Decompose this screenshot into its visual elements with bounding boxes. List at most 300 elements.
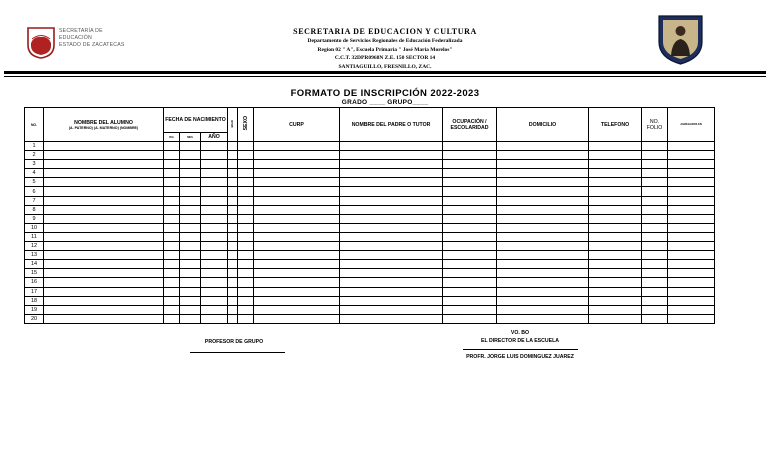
table-cell: [340, 178, 443, 187]
table-cell: [180, 287, 201, 296]
table-cell: [589, 287, 642, 296]
table-cell: [164, 260, 180, 269]
table-cell: [44, 223, 164, 232]
table-cell: [497, 169, 589, 178]
table-cell: [668, 142, 715, 151]
table-cell: [443, 142, 497, 151]
table-cell: [201, 251, 228, 260]
table-cell: [44, 242, 164, 251]
table-cell: [254, 160, 340, 169]
table-cell: [228, 169, 238, 178]
table-cell: [228, 187, 238, 196]
header-line: C.C.T. 32DPR0968N Z.E. 150 SECTOR 14: [334, 55, 436, 62]
table-cell: [164, 205, 180, 214]
table-cell: [642, 296, 668, 305]
table-row: [25, 260, 715, 269]
table-cell: [201, 314, 228, 323]
table-cell: [340, 314, 443, 323]
table-cell: [164, 287, 180, 296]
table-cell: [164, 214, 180, 223]
table-cell: [340, 223, 443, 232]
table-cell: [497, 196, 589, 205]
table-cell: [443, 305, 497, 314]
table-cell: [642, 269, 668, 278]
table-cell: [44, 205, 164, 214]
table-cell: [589, 232, 642, 241]
table-cell: [642, 169, 668, 178]
table-cell: [238, 242, 254, 251]
col-extra: AGREGADOS EN: [668, 108, 715, 142]
table-cell: [642, 187, 668, 196]
table-cell: [201, 196, 228, 205]
table-cell: [254, 187, 340, 196]
table-cell: [180, 251, 201, 260]
table-cell: [44, 251, 164, 260]
table-cell: [497, 178, 589, 187]
table-cell: [254, 287, 340, 296]
table-cell: [238, 178, 254, 187]
col-edad: EDAD: [228, 108, 238, 142]
table-cell: [228, 196, 238, 205]
col-fecha: FECHA DE NACIMIENTO: [164, 108, 228, 133]
table-cell: [497, 214, 589, 223]
table-cell: [164, 142, 180, 151]
col-nombre: NOMBRE DEL ALUMNO (A. PATERNO) (A. MATERNO) (NOMBRE): [44, 108, 164, 142]
table-cell: [44, 178, 164, 187]
table-cell: [228, 305, 238, 314]
table-row: [25, 205, 715, 214]
table-cell: [668, 178, 715, 187]
table-cell: [497, 187, 589, 196]
table-cell: [228, 223, 238, 232]
row-number: 2: [25, 151, 44, 160]
table-cell: [340, 260, 443, 269]
table-row: [25, 142, 715, 151]
table-cell: [443, 205, 497, 214]
table-row: [25, 187, 715, 196]
table-cell: [642, 278, 668, 287]
table-cell: [201, 242, 228, 251]
table-cell: [164, 151, 180, 160]
table-cell: [164, 223, 180, 232]
header-lines: [230, 37, 540, 71]
row-number: 20: [25, 314, 44, 323]
row-number: 10: [25, 223, 44, 232]
table-cell: [238, 223, 254, 232]
table-cell: [443, 214, 497, 223]
table-cell: [201, 260, 228, 269]
table-cell: [164, 305, 180, 314]
table-cell: [201, 160, 228, 169]
table-cell: [443, 151, 497, 160]
table-cell: [668, 160, 715, 169]
table-cell: [589, 160, 642, 169]
table-cell: [589, 278, 642, 287]
table-cell: [201, 287, 228, 296]
table-cell: [340, 187, 443, 196]
table-cell: [668, 278, 715, 287]
table-cell: [180, 223, 201, 232]
table-cell: [668, 242, 715, 251]
table-cell: [238, 151, 254, 160]
table-cell: [497, 305, 589, 314]
table-cell: [44, 196, 164, 205]
table-cell: [228, 287, 238, 296]
table-cell: [254, 305, 340, 314]
table-cell: [238, 287, 254, 296]
table-row: [25, 214, 715, 223]
table-row: [25, 160, 715, 169]
table-cell: [164, 278, 180, 287]
table-cell: [254, 151, 340, 160]
header-rule: [4, 71, 766, 74]
table-cell: [642, 232, 668, 241]
col-no: NO.: [25, 108, 44, 142]
table-cell: [238, 160, 254, 169]
table-cell: [228, 278, 238, 287]
table-cell: [497, 242, 589, 251]
table-cell: [642, 151, 668, 160]
table-cell: [228, 314, 238, 323]
table-cell: [180, 142, 201, 151]
row-number: 19: [25, 305, 44, 314]
row-number: 9: [25, 214, 44, 223]
table-cell: [340, 169, 443, 178]
table-cell: [443, 196, 497, 205]
table-cell: [201, 296, 228, 305]
table-cell: [238, 214, 254, 223]
table-cell: [668, 287, 715, 296]
table-cell: [201, 187, 228, 196]
header-line: Region 02 " A", Escuela Primaria " José Maria Morelos": [317, 46, 453, 53]
col-ocupacion: OCUPACIÓN / ESCOLARIDAD: [443, 108, 497, 142]
table-cell: [589, 169, 642, 178]
table-cell: [238, 278, 254, 287]
table-cell: [201, 305, 228, 314]
table-cell: [642, 314, 668, 323]
table-cell: [201, 151, 228, 160]
director-signature-line: [463, 349, 578, 350]
table-cell: [497, 251, 589, 260]
table-row: [25, 296, 715, 305]
row-number: 3: [25, 160, 44, 169]
zacatecas-logo-icon: [26, 26, 56, 59]
table-cell: [228, 296, 238, 305]
table-cell: [254, 214, 340, 223]
table-cell: [201, 142, 228, 151]
table-cell: [668, 314, 715, 323]
table-cell: [497, 142, 589, 151]
table-cell: [340, 305, 443, 314]
table-row: [25, 169, 715, 178]
table-row: [25, 196, 715, 205]
table-cell: [180, 296, 201, 305]
table-cell: [340, 242, 443, 251]
table-cell: [238, 251, 254, 260]
table-cell: [589, 214, 642, 223]
table-cell: [589, 178, 642, 187]
col-curp: CURP: [254, 108, 340, 142]
table-cell: [589, 251, 642, 260]
vobo-label: VO. BO: [510, 330, 530, 336]
table-cell: [497, 160, 589, 169]
table-cell: [201, 205, 228, 214]
table-cell: [254, 178, 340, 187]
table-cell: [254, 251, 340, 260]
table-cell: [340, 232, 443, 241]
table-cell: [180, 178, 201, 187]
table-cell: [497, 287, 589, 296]
table-cell: [668, 305, 715, 314]
table-cell: [642, 178, 668, 187]
table-cell: [238, 260, 254, 269]
table-cell: [589, 269, 642, 278]
table-cell: [589, 187, 642, 196]
table-cell: [180, 187, 201, 196]
table-cell: [201, 178, 228, 187]
col-telefono: TELEFONO: [589, 108, 642, 142]
row-number: 18: [25, 296, 44, 305]
table-cell: [238, 314, 254, 323]
table-cell: [228, 178, 238, 187]
logo-text: SECRETARÍA DE EDUCACIÓN ESTADO DE ZACATECAS: [59, 28, 125, 48]
header-line: Departamento de Servicios Regionales de Educación Federalizada: [307, 38, 463, 44]
form-title: FORMATO DE INSCRIPCIÓN 2022-2023: [290, 88, 480, 99]
table-cell: [201, 214, 228, 223]
table-cell: [254, 296, 340, 305]
row-number: 8: [25, 205, 44, 214]
table-cell: [589, 242, 642, 251]
row-number: 17: [25, 287, 44, 296]
table-cell: [589, 205, 642, 214]
table-cell: [164, 169, 180, 178]
table-cell: [180, 205, 201, 214]
table-cell: [340, 160, 443, 169]
table-row: [25, 151, 715, 160]
table-cell: [668, 296, 715, 305]
table-cell: [254, 169, 340, 178]
row-number: 7: [25, 196, 44, 205]
table-cell: [254, 196, 340, 205]
table-cell: [254, 142, 340, 151]
table-cell: [642, 196, 668, 205]
table-cell: [642, 223, 668, 232]
table-cell: [443, 314, 497, 323]
table-cell: [642, 142, 668, 151]
table-cell: [497, 151, 589, 160]
table-cell: [340, 278, 443, 287]
table-cell: [228, 142, 238, 151]
row-number: 1: [25, 142, 44, 151]
col-mes: MES: [180, 133, 201, 142]
table-cell: [340, 196, 443, 205]
table-cell: [642, 205, 668, 214]
col-ano: AÑO: [201, 133, 228, 142]
table-cell: [254, 232, 340, 241]
table-cell: [180, 314, 201, 323]
table-cell: [164, 251, 180, 260]
table-cell: [44, 214, 164, 223]
table-cell: [642, 287, 668, 296]
table-cell: [228, 242, 238, 251]
table-row: [25, 269, 715, 278]
table-cell: [668, 260, 715, 269]
table-cell: [254, 223, 340, 232]
table-cell: [340, 251, 443, 260]
table-cell: [443, 160, 497, 169]
table-cell: [668, 223, 715, 232]
table-cell: [443, 169, 497, 178]
table-cell: [44, 287, 164, 296]
table-cell: [44, 142, 164, 151]
table-cell: [238, 196, 254, 205]
table-cell: [228, 151, 238, 160]
table-cell: [180, 242, 201, 251]
table-cell: [443, 232, 497, 241]
row-number: 16: [25, 278, 44, 287]
profesor-label: PROFESOR DE GRUPO: [204, 339, 264, 345]
registration-table: [24, 107, 715, 324]
table-cell: [238, 169, 254, 178]
table-cell: [164, 314, 180, 323]
director-label: EL DIRECTOR DE LA ESCUELA: [480, 338, 559, 344]
table-cell: [589, 305, 642, 314]
table-cell: [497, 296, 589, 305]
table-cell: [668, 196, 715, 205]
table-cell: [180, 278, 201, 287]
table-cell: [44, 314, 164, 323]
table-cell: [254, 314, 340, 323]
table-cell: [180, 260, 201, 269]
table-cell: [642, 305, 668, 314]
table-cell: [443, 187, 497, 196]
table-row: [25, 178, 715, 187]
table-cell: [443, 260, 497, 269]
table-cell: [668, 169, 715, 178]
table-cell: [668, 251, 715, 260]
table-cell: [589, 151, 642, 160]
table-cell: [164, 242, 180, 251]
table-row: [25, 242, 715, 251]
table-cell: [180, 214, 201, 223]
table-cell: [228, 251, 238, 260]
director-name: PROFR. JORGE LUIS DOMINGUEZ JUAREZ: [466, 354, 574, 360]
table-cell: [589, 142, 642, 151]
table-cell: [201, 169, 228, 178]
school-seal-icon: [657, 14, 704, 65]
table-cell: [238, 305, 254, 314]
table-cell: [238, 142, 254, 151]
table-cell: [443, 296, 497, 305]
row-number: 15: [25, 269, 44, 278]
row-number: 12: [25, 242, 44, 251]
table-cell: [642, 214, 668, 223]
table-row: [25, 251, 715, 260]
table-cell: [44, 278, 164, 287]
row-number: 13: [25, 251, 44, 260]
table-cell: [44, 232, 164, 241]
table-cell: [254, 278, 340, 287]
table-cell: [443, 287, 497, 296]
table-cell: [44, 151, 164, 160]
table-cell: [164, 232, 180, 241]
row-number: 5: [25, 178, 44, 187]
col-padre: NOMBRE DEL PADRE O TUTOR: [340, 108, 443, 142]
table-cell: [180, 169, 201, 178]
table-cell: [497, 269, 589, 278]
table-cell: [642, 160, 668, 169]
table-cell: [201, 269, 228, 278]
table-cell: [164, 187, 180, 196]
table-cell: [589, 260, 642, 269]
table-cell: [228, 160, 238, 169]
row-number: 11: [25, 232, 44, 241]
table-cell: [44, 160, 164, 169]
table-cell: [180, 151, 201, 160]
table-cell: [340, 142, 443, 151]
table-cell: [668, 205, 715, 214]
table-cell: [443, 251, 497, 260]
table-cell: [254, 242, 340, 251]
table-cell: [668, 269, 715, 278]
table-cell: [589, 196, 642, 205]
table-cell: [180, 305, 201, 314]
table-cell: [44, 296, 164, 305]
table-cell: [238, 296, 254, 305]
table-cell: [228, 269, 238, 278]
table-cell: [180, 269, 201, 278]
table-row: [25, 305, 715, 314]
table-cell: [497, 232, 589, 241]
table-cell: [443, 278, 497, 287]
table-cell: [164, 196, 180, 205]
table-cell: [201, 223, 228, 232]
table-cell: [238, 205, 254, 214]
table-cell: [668, 232, 715, 241]
table-cell: [497, 205, 589, 214]
table-cell: [201, 232, 228, 241]
table-cell: [238, 232, 254, 241]
header-rule-thin: [4, 76, 766, 77]
row-number: 14: [25, 260, 44, 269]
table-cell: [668, 187, 715, 196]
table-cell: [642, 260, 668, 269]
table-cell: [340, 287, 443, 296]
table-row: [25, 287, 715, 296]
table-cell: [44, 169, 164, 178]
table-cell: [164, 178, 180, 187]
table-cell: [589, 314, 642, 323]
table-cell: [443, 242, 497, 251]
col-folio: NO. FOLIO: [642, 108, 668, 142]
table-cell: [340, 214, 443, 223]
table-row: [25, 278, 715, 287]
table-cell: [254, 269, 340, 278]
table-cell: [589, 223, 642, 232]
table-cell: [201, 278, 228, 287]
table-cell: [642, 251, 668, 260]
table-cell: [254, 205, 340, 214]
table-cell: [180, 232, 201, 241]
table-cell: [228, 260, 238, 269]
table-cell: [497, 314, 589, 323]
table-cell: [443, 178, 497, 187]
table-cell: [497, 278, 589, 287]
table-cell: [668, 151, 715, 160]
table-row: [25, 223, 715, 232]
table-cell: [164, 269, 180, 278]
profesor-signature-line: [190, 352, 285, 353]
